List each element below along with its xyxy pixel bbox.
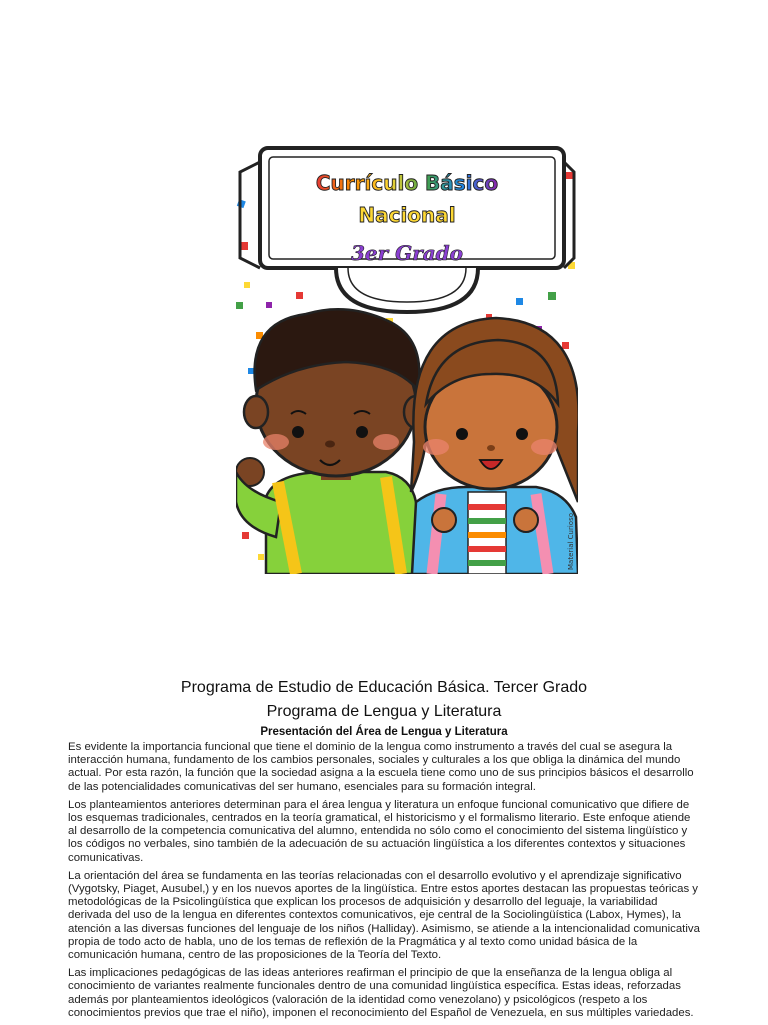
- cover-title-line2: Nacional: [358, 203, 456, 227]
- paragraph: Los planteamientos anteriores determinan para el área lengua y literatura un enfoque funcional comunicativo que difiere de los esquemas tradicionales, centrados en la teoría gramatical, el historicismo y el formalismo literario. Este enfoque atiende al desarrollo de la competencia comunicativa del alumno, entendida no sólo como el conocimiento del sistema lingüístico y los códigos no verbales, sino también de la adecuación de su actuación lingüística a los diferentes contextos y situaciones comunicativas.: [68, 798, 691, 864]
- document-body: [68, 676, 700, 1025]
- cover-title-line1: Currículo Básico: [315, 171, 499, 195]
- section-heading: Presentación del Área de Lengua y Literatura: [260, 726, 508, 738]
- cover-credit: Material Curioso: [567, 512, 575, 570]
- cover-illustration: [236, 142, 578, 574]
- cover-image: [236, 142, 578, 574]
- paragraph: La orientación del área se fundamenta en las teorías relacionadas con el desarrollo evolutivo y el aprendizaje significativo (Vygotsky, Piaget, Ausubel,) y en los nuevos aportes de la lingüística. Entre estos aportes destacan las propuestas teóricas y metodológicas de la Psicolingüística que explican los procesos de adquisición y desarrollo del leguaje, la variabilidad derivada del uso de la lengua en diferentes contextos comunicativos, eje central de la Sociolingüística (Labox, Hymes), la atención a las diversas funciones del lenguaje de los niños (Halliday). Asimismo, se atiende a la intencionalidad comunicativa propia de todo acto de habla, uno de los temas de reflexión de la Pragmática y al texto como unidad básica de la comunicación humana, centro de las proposiciones de la Teoría del Texto.: [68, 869, 700, 962]
- document-subtitle: Programa de Lengua y Literatura: [266, 703, 502, 720]
- paragraph: Las implicaciones pedagógicas de las ideas anteriores reafirman el principio de que la enseñanza de la lengua obliga al conocimiento de variantes realmente funcionales dentro de una comunidad lingüística específica. Estas ideas, reforzadas además por planteamientos ideológicos (valoración de la identidad como venezolano) y psicológicos (respeto a los conocimientos previos que trae el niño), imponen el reconocimiento del Español de Venezuela, en sus múltiples variedades.: [68, 967, 694, 1019]
- document-title: Programa de Estudio de Educación Básica. Tercer Grado: [180, 679, 588, 696]
- boy-illustration: [236, 309, 428, 574]
- girl-illustration: [411, 318, 578, 574]
- paragraph: Es evidente la importancia funcional que tiene el dominio de la lengua como instrumento a través del cual se asegura la interacción humana, fundamento de los cambios personales, sociales y culturales a los que obliga la dinámica del mundo actual. Por esta razón, la función que la sociedad asigna a la escuela tiene como uno de sus principios básicos el desarrollo de las potencialidades comunicativas del ser humano, esenciales para su formación integral.: [68, 741, 694, 793]
- cover-grade: 3er Grado: [350, 241, 464, 265]
